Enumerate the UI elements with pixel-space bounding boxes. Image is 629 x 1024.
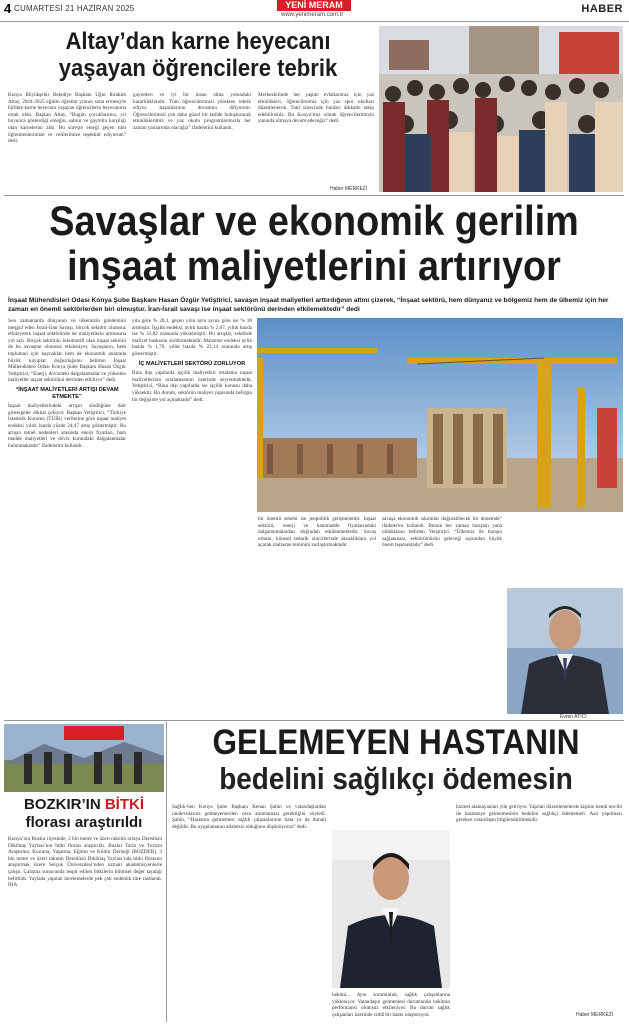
article1-byline: Haber MERKEZİ [330,186,368,192]
column-divider [166,722,167,1022]
flora-photo [4,724,164,792]
article2-col1-text: Son zamanlarda dünyanın ve ülkemizin gündemini meşgul eden İsrail-İran Savaşı, birçok sektörü olumsuz etkileyerek inşaat sektöründe de maliyetlerin artmasına yol açtı. Birçok sektörün lokomotifi olan inşaat sektörü de bu savaştan olumsuz etkileniyor. Savaşların, hem toplumun için kaynaklar hem de ekonomik anlamda büyük kayıplar doğurduğunu belirten İnşaat Mühendisleri Odası Konya Şube Başkanı Hasan Özgür Yetiştirici, “Enerji, dövizdeki dalgalanmalar ve yükselen maliyetler inşaat sektörünü derinden etkiliyor” dedi. [8,318,126,384]
article1-col3: Merkezlerinde her yaştan evlatlarımız için yaz etkinlikleri, öğrencilerimiz için yaz spor okulları düzenlenecek. Tatil sürecinde bunları dikkatle takip edebilirsiniz. Bu Konya’mız olarak öğrencilerimizin yanında olmaya devam edeceğiz” dedi. [258,92,374,125]
article4-headline [4,796,164,832]
crowd-photo [379,26,623,192]
page-number: 4 [4,1,12,16]
article2-col1 [8,318,126,718]
speaker-photo [332,830,450,988]
article1-headline [23,28,373,82]
article2-col4: savaşa ekonomik sıkıntılar doğurabilecek bir donemde” ifadelerini kullandı. Bunun her zaman barıştan yana olduklarını belirten Yetiştirici, “Ülkemiz ile barışın sağlanması, sektörümüzün geleceği açısından büyük önem taşımaktadır” dedi. [382,516,502,549]
article2-subhead2: İÇ MALİYETLERİ SEKTÖRÜ ZORLUYOR [138,360,246,367]
article3-col3: hizmet alamayanları yük getiriyor. Yapılan düzenlemelerde kişinin kendi tercihi ile hastaneye gelmemesinin bedelini sağlıkçı ödememeli. Asıl yapılması gereken vatandaşın bilgilendirilmesidir. [456,804,622,824]
article1-headline-line2: yaşayan öğrencilere tebrik [58,55,338,82]
divider [4,195,624,196]
article1-headline-line1: Altay’dan karne heyecanı [65,28,331,55]
article2-headline-line2: inşaat maliyetlerini artırıyor [67,242,561,289]
article2-subhead1: “İNŞAAT MALİYETLERİ ARTIŞI DEVAM ETMEKTE” [15,386,119,400]
article2-headline [35,198,593,288]
construction-photo [257,318,623,512]
article2-byline: Evren ATICI [560,714,587,720]
article2-lead: İnşaat Mühendisleri Odası Konya Şube Başkanı Hasan Özgür Yetiştirici, savaşın inşaat maliyetleri arttırdığının altını çizerek, “İnşaat sektörü, hem dünyanız ve bölgemiz hem de ülkemiz için her zaman en önemli sektörlerden biri olmuştur. İran-İsrail savaşı ise inşaat sektörünü derinden etkilemektedir” dedi [8,297,609,313]
article3-headline-line1: GELEMEYEN HASTANIN [212,723,580,762]
issue-date: CUMARTESİ 21 HAZİRAN 2025 [14,4,135,13]
brand-logo: YENİ MERAM [277,0,351,11]
divider [4,720,624,721]
article2-col1b-text: İnşaat maliyetlerindeki artışın sürdüğüne dair göstergeler dikkat çekiyor. Başkan Yetiştirici, “Türkiye İstatistik Kurumu (TÜİK) verilerine göre inşaat maliyet endeksi yıllık bazda yüzde 24,47 artış göstermiştir. Bu artışın temel nedenleri arasında enerji fiyatları, ham madde maliyetleri ve döviz kurundaki dalgalanmalar bulunmaktadır” ifadelerini kullandı. [8,403,126,449]
article3-byline: Haber MERKEZİ [576,1012,614,1018]
article4-headline-part2: BİTKİ [104,796,144,813]
page-header [0,0,629,22]
article4-body [8,836,162,1022]
article2-col2 [132,318,252,718]
article1-col2: gayretleri ve iyi bir insan olma yolundaki kararlılıklarıdır. Tüm öğrencilerimizi yürekten tebrik ediyor, başarılarının devamını diliyorum. Öğrencilerimizi çok daha güzel bir tatilde buluşturacak etkinliklerimiz ve yaz okulu programlarımızla her zaman yanlarında olacağız” ifadelerini kullandı. [133,92,251,131]
section-label: HABER [581,3,623,15]
article2-col2b-text: Bina dışı yapılarda işçilik maliyetleri ortalama inşaat maliyetlerinin ortalamasının üzerinde seyretmektedir. Yetiştirici, “Bina dışı yapılarda ise işçilik konusu daha yüksektir. Bu durum, sektörün maliyet yapısında belirgin bir değişime yol açmaktadır” dedi. [132,370,252,403]
website: www.yenimeram.com.tr [281,12,344,18]
article4-byline: İHA [8,882,18,889]
article3-col1: Sağlık-Sen Konya Şube Başkanı Kenan Şahin ve vatandaşlardan randevularına gelmeyenlerden ceza alınmaması gerektiğini söyledi. Şahin, “Hastanın gelmemesi sağlık çalışanlarının hata ya da ihmali değildir. Bu uygulamanın adaletsiz olduğunu düşünüyoruz” dedi. [172,804,326,830]
article4-body-text: Konya’nın Bozkır ilçesinde, 2 bin metre ve üzeri rakımlı ortaya Deredüzü Dikilitaş Yaylası’nın bitki florası araştırıldı. Bozkır Tarih ve Turizm Araştırma, Koruma, Yaşatma, Eğitim ve Kültür Derneği (BOZDER), 3 bin metre ve üzeri rakımlı Deredüzü Dikilitaş Yaylası’nda bitki florasını araştırmak üzere Selçuk Üniversitesi’nden uzman akademisyenlerle çalıştı. Çalışma sonucunda tespit edilen bitkilerin bilimsel değer taşıdığı belirtildi. Yaylada yapılan incelemelerde pek çok endemik türe rastlandı. [8,836,162,882]
article3-headline-line2: bedelini sağlıkçı ödemesin [219,761,573,796]
article1-col1: Konya Büyükşehir Belediye Başkanı Uğur İbrahim Altay, 2024-2025 eğitim öğretim yılının sona ermesiyle birlikte karne heyecanı yaşayan öğrencilerin heyecanına ortak oldu. Başkan Altay, “Bugün çocuklarımız, yıl boyunca gösterdiği emeğin, sabrın ve gayretin karşılığı olan karnelerini aldı. Bu süreçte emeği geçen tüm öğretmenlerimize ve velilerimize teşekkür ediyorum” dedi. [8,92,126,145]
article4-headline-part1: BOZKIR’IN [23,796,101,813]
article2-col2-text: yıla göre % 20,1, geçen yılın aynı ayına göre ise % 18 artmıştır. İşçilik endeksi, aylık bazda % 2,07, yıllık bazda ise % 31,82 oranında yükselmiştir. Bu artışlar, sektörde maliyet baskısını sürdürmektedir. Malzeme endeksi aylık bazda % 1,76, yıllık bazda % 23,14 oranında artış göstermiştir. [132,318,252,357]
article3-col2: hekimi... Aynı sorumluluk, sağlık çalışanlarına yükleniyor. Vatandaşın gelmemesi durumunda hekimin performansı olumsuz etkileniyor. Bu durum sağlık çalışanları üzerinde ciddi bir baskı oluşturuyor. [332,992,450,1018]
article2-headline-line1: Savaşlar ve ekonomik gerilim [49,197,579,244]
portrait-photo [507,588,623,714]
article4-headline-line2: florası araştırıldı [25,814,143,831]
article2-col3: bir önemli sebebi ise jeopolitik gelişmelerdir. İnşaat sektörü, enerji ve hammadde fiyatlarındaki dalgalanmalardan doğrudan etkilenmektedir. Savaş ortamı, küresel tedarik zincirlerinde aksaklıklara yol açarak malzeme teminini zorlaştırmaktadır. [258,516,376,549]
